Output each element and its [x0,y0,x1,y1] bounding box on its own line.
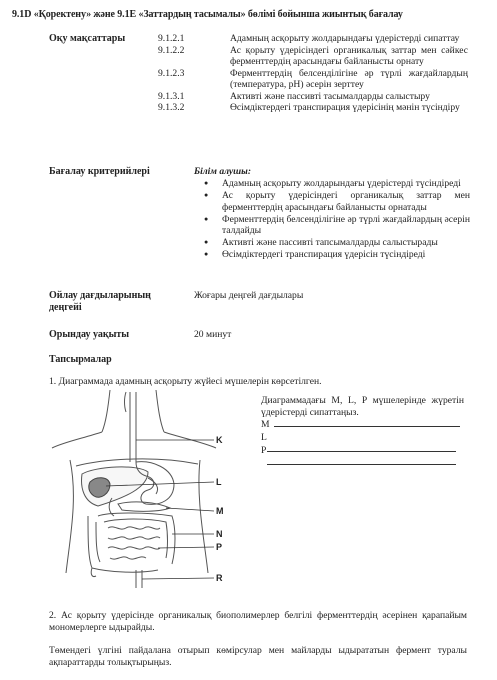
objective-item: 9.1.2.2 Ас қорыту үдерісіндегі органикалық заттар мен сәйкес ферменттердің арасындағы байланысты орнату [158,44,468,67]
criteria-list [200,178,470,261]
torso-outline [52,432,102,448]
task2-text2: Төмендегі үлгіні пайдалана отырып көмірсулар мен майларды ыдырататын фермент туралы ақпараттарды толықтырыңыз. [49,645,467,668]
thinking-value: Жоғары деңгей дағдылары [194,290,304,301]
task1-instruction: Диаграммадағы M, L, P мүшелерінде жүретін үдерістерді сипаттаңыз. [261,395,464,418]
small-intestine [108,527,160,559]
objective-item: 9.1.3.2 Өсімдіктердегі транспирация үдерісінің мәнін түсіндіру [158,102,460,113]
criteria-label: Бағалау критерийлері [49,166,150,177]
criteria-item: ● Адамның асқорыту жолдарындағы үдерістерді түсіндіреді [200,178,470,190]
rectum [136,570,142,588]
pointer-P [158,547,214,548]
criteria-item: ● Активті және пассивті тапсымалдарды салыстырады [200,237,470,249]
objectives-label: Оқу мақсаттары [49,33,126,44]
objectives-list [158,33,468,114]
thinking-label-2: деңгейі [49,302,82,313]
diagram-label-L: L [216,477,222,487]
diagram-label-R: R [216,573,223,583]
digestive-system-diagram [48,388,258,596]
stomach-folds [148,478,158,494]
diagram-label-P: P [216,542,223,552]
task2-text: 2. Ас қорыту үдерісінде органикалық биополимерлер белгілі ферменттердің әсерінен қарапайым мономерлерге ыдырайды. [49,610,467,633]
criteria-item: ● Өсімдіктердегі транспирация үдерісін түсіндіреді [200,249,470,261]
answer-L: L [261,432,461,456]
task1-text: 1. Диаграммада адамның асқорыту жүйесі мүшелерін көрсетілген. [49,376,322,387]
objective-item: 9.1.2.3 Ферменттердің белсенділігіне әр түрлі жағдайлардың (температура, pH) әсерін зерттеу [158,67,468,90]
head-outline [156,390,164,432]
diagram-label-K: K [216,435,223,445]
diagram-label-N: N [216,529,223,539]
criteria-intro: Білім алушы: [194,166,252,177]
objective-item: 9.1.2.1 Адамның асқорыту жолдарындағы үдерістерді сипаттау [158,33,460,44]
head-outline [102,390,110,432]
objective-item: 9.1.3.1 Активті және пассивті тасымалдарды салыстыру [158,90,430,102]
appendix [91,568,96,577]
duration-value: 20 минут [194,329,232,340]
pointer-M [166,508,214,511]
thinking-label: Ойлау дағдыларының [49,290,151,301]
large-intestine-inner [96,519,168,562]
trachea [125,392,127,412]
diaphragm [76,459,198,466]
torso-outline [199,460,208,573]
esophagus [130,392,136,462]
answer-P: P [261,445,461,469]
diagram-label-M: M [216,506,224,516]
page-header: 9.1D «Қоректену» және 9.1E «Заттардың тасымалы» бөлімі бойынша жиынтық бағалау [12,9,403,20]
duration-label: Орындау уақыты [49,329,130,340]
torso-outline [66,460,73,573]
tasks-heading: Тапсырмалар [49,354,112,365]
answer-M: M [261,419,461,431]
pointer-R [142,578,214,579]
criteria-item: ● Ас қорыту үдерісіндегі органикалық заттар мен ферменттердің арасындағы байланысты орнатады [200,190,470,213]
large-intestine [88,513,175,572]
criteria-item: ● Ферменттердің белсенділігіне әр түрлі жағдайлардың әсерін талдайды [200,214,470,237]
